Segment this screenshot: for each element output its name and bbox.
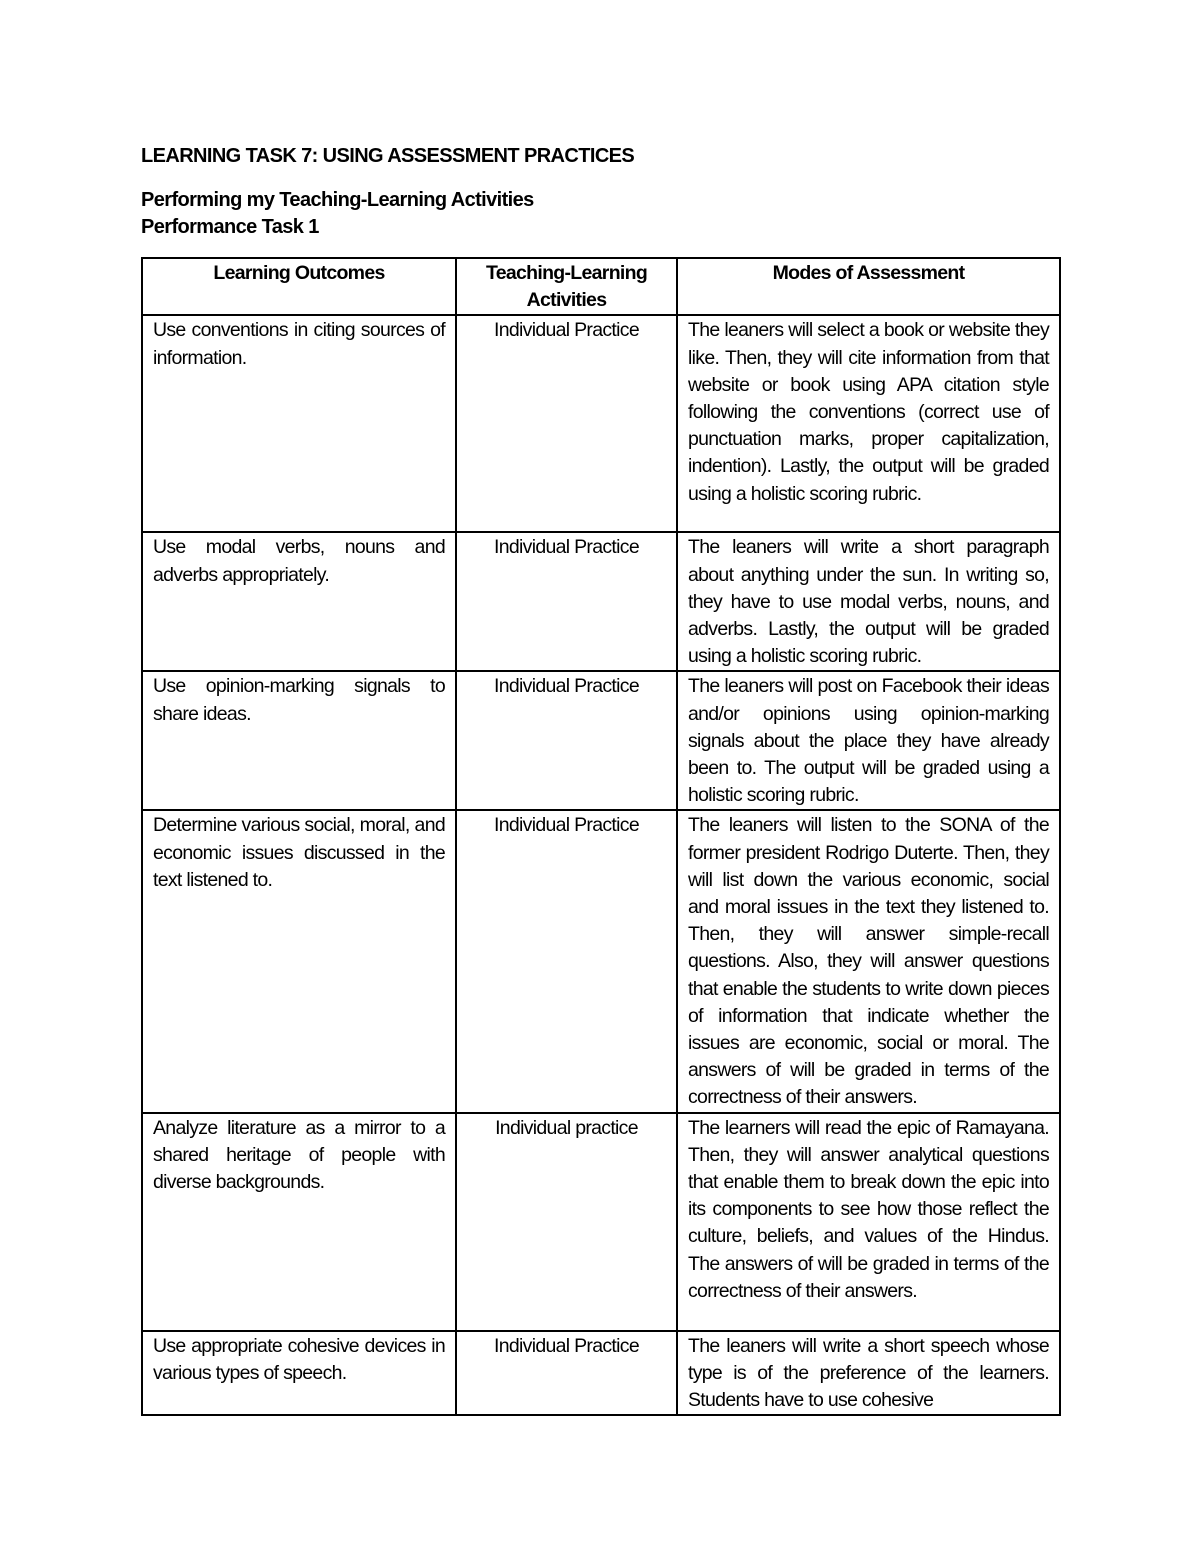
activity-cell: Individual Practice — [456, 810, 677, 1112]
table-row — [142, 1331, 1060, 1416]
assessment-cell: The learners will read the epic of Ramayana. Then, they will answer analytical questions that enable them to break down the epic into its components to see how those reflect the culture, beliefs, and values of the Hindus. The answers of will be graded in terms of the correctness of their answers. — [677, 1113, 1060, 1331]
learning-outcome-cell: Analyze literature as a mirror to a shared heritage of people with diverse backgrounds. — [142, 1113, 456, 1331]
assessment-cell: The leaners will post on Facebook their ideas and/or opinions using opinion-marking signals about the place they have already been to. The output will be graded using a holistic scoring rubric. — [677, 671, 1060, 810]
learning-outcome-cell: Use modal verbs, nouns and adverbs appropriately. — [142, 532, 456, 671]
table-row — [142, 315, 1060, 532]
header-modes-of-assessment: Modes of Assessment — [677, 258, 1060, 315]
learning-outcome-cell: Use opinion-marking signals to share ideas. — [142, 671, 456, 810]
assessment-table — [141, 257, 1061, 1416]
learning-outcome-cell: Use appropriate cohesive devices in various types of speech. — [142, 1331, 456, 1416]
document-title: LEARNING TASK 7: USING ASSESSMENT PRACTICES — [141, 145, 635, 167]
assessment-cell: The leaners will listen to the SONA of the former president Rodrigo Duterte. Then, they will list down the various economic, social and moral issues in the text they listened to. Then, they will answer simple-recall questions. Also, they will answer questions that enable the students to write down pieces of information that indicate whether the issues are economic, social or moral. The answers of will be graded in terms of the correctness of their answers. — [677, 810, 1060, 1112]
assessment-cell: The leaners will select a book or website they like. Then, they will cite information from that website or book using APA citation style following the conventions (correct use of punctuation marks, proper capitalization, indention). Lastly, the output will be graded using a holistic scoring rubric. — [677, 315, 1060, 532]
table-row — [142, 810, 1060, 1112]
table-header-row — [142, 258, 1060, 315]
table-row — [142, 671, 1060, 810]
learning-outcome-cell: Use conventions in citing sources of information. — [142, 315, 456, 532]
activity-cell: Individual Practice — [456, 532, 677, 671]
assessment-cell: The leaners will write a short paragraph about anything under the sun. In writing so, they have to use modal verbs, nouns, and adverbs. Lastly, the output will be graded using a holistic scoring rubric. — [677, 532, 1060, 671]
activity-cell: Individual practice — [456, 1113, 677, 1331]
table-row — [142, 1113, 1060, 1331]
document-subtitle: Performing my Teaching-Learning Activities — [141, 189, 534, 211]
activity-cell: Individual Practice — [456, 671, 677, 810]
table-row — [142, 532, 1060, 671]
assessment-cell: The leaners will write a short speech whose type is of the preference of the learners. Students have to use cohesive — [677, 1331, 1060, 1416]
performance-task-label: Performance Task 1 — [141, 216, 319, 238]
activity-cell: Individual Practice — [456, 1331, 677, 1416]
header-learning-outcomes: Learning Outcomes — [142, 258, 456, 315]
activity-cell: Individual Practice — [456, 315, 677, 532]
header-teaching-learning-activities: Teaching-Learning Activities — [456, 258, 677, 315]
learning-outcome-cell: Determine various social, moral, and economic issues discussed in the text listened to. — [142, 810, 456, 1112]
